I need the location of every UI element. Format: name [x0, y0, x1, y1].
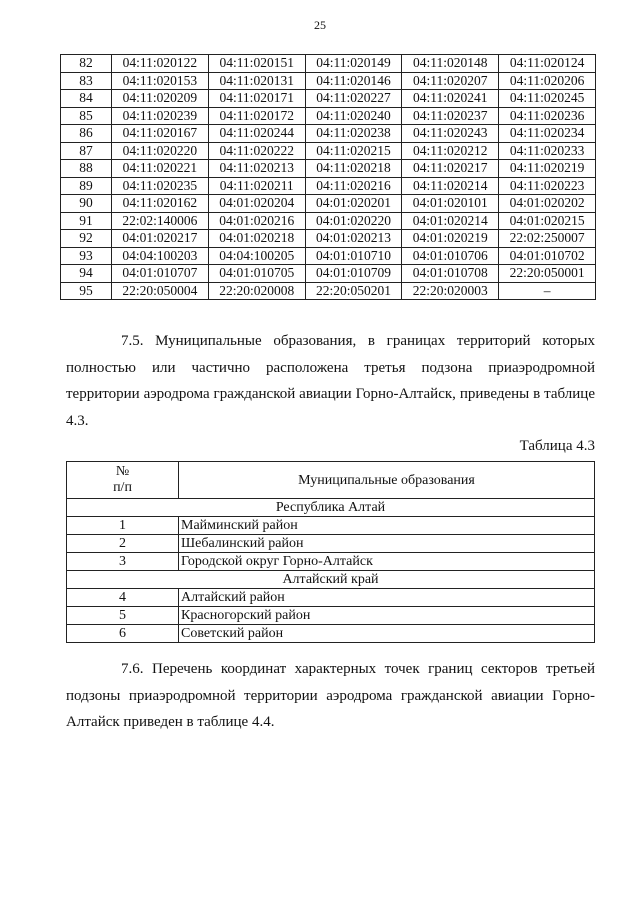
cadastral-number-cell: 22:20:050004 — [112, 282, 209, 300]
municipal-table-header — [67, 462, 595, 499]
row-number: 85 — [61, 107, 112, 125]
cadastral-number-cell: 04:11:020233 — [499, 142, 596, 160]
municipality-row — [67, 535, 595, 553]
cadastral-number-cell: 04:01:020220 — [305, 212, 402, 230]
cadastral-number-cell: 04:11:020234 — [499, 125, 596, 143]
row-number: 82 — [61, 55, 112, 73]
paragraph-7-6-text: 7.6. Перечень координат характерных точек границ секторов третьей подзоны приаэродромной территории аэродрома гражданской авиации Горно-Алтайск приведен в таблице 4.4. — [66, 661, 595, 730]
cadastral-number-cell: 04:11:020214 — [402, 177, 499, 195]
cadastral-number-cell: 04:01:010709 — [305, 265, 402, 283]
region-name: Алтайский край — [67, 571, 595, 589]
cadastral-number-cell: – — [499, 282, 596, 300]
table-row — [61, 125, 596, 143]
table-row — [61, 72, 596, 90]
cadastral-number-cell: 04:11:020122 — [112, 55, 209, 73]
cadastral-number-cell: 04:11:020209 — [112, 90, 209, 108]
cadastral-number-cell: 04:11:020124 — [499, 55, 596, 73]
cadastral-number-cell: 04:11:020244 — [208, 125, 305, 143]
region-row — [67, 499, 595, 517]
municipality-number: 4 — [67, 589, 179, 607]
cadastral-number-cell: 04:11:020227 — [305, 90, 402, 108]
municipality-row — [67, 607, 595, 625]
paragraph-7-5 — [66, 328, 595, 434]
cadastral-number-cell: 04:01:020214 — [402, 212, 499, 230]
cadastral-number-cell: 04:11:020167 — [112, 125, 209, 143]
cadastral-number-cell: 22:20:020008 — [208, 282, 305, 300]
cadastral-number-cell: 04:11:020207 — [402, 72, 499, 90]
cadastral-number-cell: 22:20:050201 — [305, 282, 402, 300]
municipality-number: 5 — [67, 607, 179, 625]
paragraph-7-5-text: 7.5. Муниципальные образования, в границах территорий которых полностью или частично расположена третья подзона приаэродромной территории аэродрома гражданской авиации Горно-Алтайск, приведены в таблице 4.3. — [66, 333, 595, 429]
cadastral-number-cell: 04:11:020213 — [208, 160, 305, 178]
cadastral-number-cell: 04:11:020238 — [305, 125, 402, 143]
table-row — [61, 247, 596, 265]
cadastral-number-cell: 04:11:020236 — [499, 107, 596, 125]
row-number: 93 — [61, 247, 112, 265]
cadastral-number-cell: 04:01:020201 — [305, 195, 402, 213]
cadastral-number-cell: 04:01:020215 — [499, 212, 596, 230]
table-row — [61, 230, 596, 248]
cadastral-number-cell: 04:04:100205 — [208, 247, 305, 265]
cadastral-number-cell: 04:11:020148 — [402, 55, 499, 73]
cadastral-number-cell: 04:01:020101 — [402, 195, 499, 213]
cadastral-number-cell: 22:20:020003 — [402, 282, 499, 300]
cadastral-number-cell: 04:01:020204 — [208, 195, 305, 213]
row-number: 94 — [61, 265, 112, 283]
row-number: 84 — [61, 90, 112, 108]
paragraph-7-6 — [66, 656, 595, 736]
municipality-name: Майминский район — [179, 517, 595, 535]
table-row — [61, 177, 596, 195]
cadastral-number-cell: 04:01:020217 — [112, 230, 209, 248]
cadastral-number-cell: 04:11:020212 — [402, 142, 499, 160]
cadastral-number-cell: 04:04:100203 — [112, 247, 209, 265]
municipality-name: Шебалинский район — [179, 535, 595, 553]
table-row — [61, 142, 596, 160]
cadastral-number-cell: 04:01:010702 — [499, 247, 596, 265]
row-number: 87 — [61, 142, 112, 160]
cadastral-number-cell: 04:11:020223 — [499, 177, 596, 195]
cadastral-number-cell: 22:02:250007 — [499, 230, 596, 248]
row-number: 95 — [61, 282, 112, 300]
cadastral-number-cell: 04:11:020151 — [208, 55, 305, 73]
cadastral-number-cell: 04:01:010705 — [208, 265, 305, 283]
cadastral-number-cell: 04:01:020218 — [208, 230, 305, 248]
table-caption: Таблица 4.3 — [519, 438, 595, 454]
cadastral-number-cell: 04:11:020211 — [208, 177, 305, 195]
row-number: 91 — [61, 212, 112, 230]
cadastral-number-cell: 04:11:020206 — [499, 72, 596, 90]
table-row — [61, 265, 596, 283]
municipality-name: Красногорский район — [179, 607, 595, 625]
cadastral-number-cell: 04:11:020220 — [112, 142, 209, 160]
cadastral-number-cell: 04:11:020237 — [402, 107, 499, 125]
cadastral-number-cell: 04:01:010710 — [305, 247, 402, 265]
row-number: 92 — [61, 230, 112, 248]
cadastral-number-cell: 04:11:020240 — [305, 107, 402, 125]
row-number: 83 — [61, 72, 112, 90]
cadastral-number-cell: 04:11:020243 — [402, 125, 499, 143]
municipality-number: 2 — [67, 535, 179, 553]
cadastral-number-cell: 04:11:020239 — [112, 107, 209, 125]
cadastral-number-cell: 04:11:020162 — [112, 195, 209, 213]
cadastral-number-cell: 04:01:010706 — [402, 247, 499, 265]
table-row — [61, 55, 596, 73]
table-row — [61, 212, 596, 230]
cadastral-number-cell: 04:11:020171 — [208, 90, 305, 108]
municipality-row — [67, 625, 595, 643]
municipality-name: Алтайский район — [179, 589, 595, 607]
municipality-name: Советский район — [179, 625, 595, 643]
table-row — [61, 282, 596, 300]
municipality-number: 6 — [67, 625, 179, 643]
cadastral-number-cell: 22:02:140006 — [112, 212, 209, 230]
row-number: 89 — [61, 177, 112, 195]
cadastral-number-cell: 04:01:020213 — [305, 230, 402, 248]
cadastral-number-cell: 04:01:020216 — [208, 212, 305, 230]
cadastral-number-cell: 04:11:020216 — [305, 177, 402, 195]
cadastral-number-cell: 04:11:020219 — [499, 160, 596, 178]
municipality-name: Городской округ Горно-Алтайск — [179, 553, 595, 571]
region-name: Республика Алтай — [67, 499, 595, 517]
table-row — [61, 195, 596, 213]
cadastral-number-cell: 04:11:020215 — [305, 142, 402, 160]
municipality-row — [67, 517, 595, 535]
table-row — [61, 90, 596, 108]
cadastral-number-cell: 04:11:020241 — [402, 90, 499, 108]
cadastral-number-cell: 04:01:020219 — [402, 230, 499, 248]
table-row — [61, 107, 596, 125]
cadastral-number-cell: 04:11:020218 — [305, 160, 402, 178]
row-number: 86 — [61, 125, 112, 143]
cadastral-number-cell: 22:20:050001 — [499, 265, 596, 283]
municipality-row — [67, 589, 595, 607]
row-number: 88 — [61, 160, 112, 178]
cadastral-number-cell: 04:01:010707 — [112, 265, 209, 283]
municipal-table — [66, 461, 595, 643]
cadastral-number-cell: 04:11:020131 — [208, 72, 305, 90]
municipality-number: 3 — [67, 553, 179, 571]
cadastral-number-cell: 04:11:020146 — [305, 72, 402, 90]
cadastral-number-cell: 04:11:020149 — [305, 55, 402, 73]
cadastral-number-cell: 04:11:020245 — [499, 90, 596, 108]
cadastral-number-cell: 04:11:020235 — [112, 177, 209, 195]
cadastral-number-cell: 04:11:020217 — [402, 160, 499, 178]
cadastral-number-cell: 04:11:020222 — [208, 142, 305, 160]
header-number: № п/п — [67, 462, 179, 499]
municipality-row — [67, 553, 595, 571]
municipality-number: 1 — [67, 517, 179, 535]
cadastral-number-cell: 04:11:020172 — [208, 107, 305, 125]
cadastral-number-cell: 04:11:020221 — [112, 160, 209, 178]
cadastral-number-cell: 04:01:020202 — [499, 195, 596, 213]
cadastral-number-cell: 04:11:020153 — [112, 72, 209, 90]
table-row — [61, 160, 596, 178]
cadastral-number-cell: 04:01:010708 — [402, 265, 499, 283]
region-row — [67, 571, 595, 589]
page-number: 25 — [314, 18, 326, 32]
header-municipality: Муниципальные образования — [179, 462, 595, 499]
cadastre-table — [60, 54, 596, 300]
row-number: 90 — [61, 195, 112, 213]
